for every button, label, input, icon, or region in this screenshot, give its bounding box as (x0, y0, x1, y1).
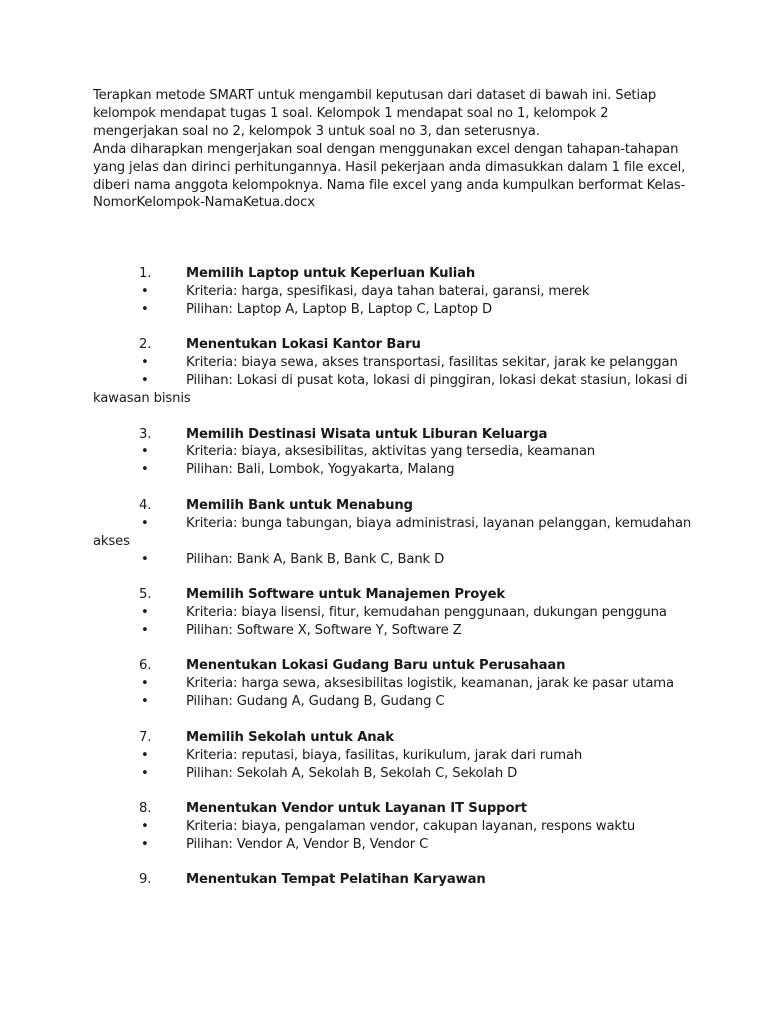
question-number: 4. (139, 497, 152, 513)
question-title: Memilih Software untuk Manajemen Proyek (186, 587, 506, 603)
question-number: 3. (139, 426, 152, 442)
question-title: Memilih Laptop untuk Keperluan Kuliah (186, 266, 476, 281)
bullet-icon: • (141, 765, 149, 781)
question-title: Memilih Sekolah untuk Anak (186, 729, 394, 745)
criteria-text: Kriteria: bunga tabungan, biaya administrasi, layanan pelanggan, kemudahan akses (93, 515, 692, 549)
question-number: 2. (139, 337, 152, 353)
question-number: 6. (139, 658, 152, 674)
bullet-icon: • (141, 301, 149, 317)
criteria-text: Kriteria: harga, spesifikasi, daya tahan baterai, garansi, merek (186, 283, 590, 299)
question-title: Menentukan Lokasi Gudang Baru untuk Perusahaan (186, 658, 566, 674)
bullet-icon: • (141, 462, 149, 478)
bullet-icon: • (141, 622, 149, 638)
question-title: Memilih Destinasi Wisata untuk Liburan Keluarga (186, 426, 548, 442)
options-text: Pilihan: Bali, Lombok, Yogyakarta, Malang (186, 462, 455, 478)
question-number: 1. (139, 266, 152, 281)
bullet-icon: • (141, 355, 149, 371)
options-text: Pilihan: Gudang A, Gudang B, Gudang C (186, 694, 445, 710)
question-number: 7. (139, 729, 152, 745)
question-item (93, 426, 693, 480)
criteria-text: Kriteria: biaya lisensi, fitur, kemudahan penggunaan, dukungan pengguna (186, 604, 667, 620)
options-text: Pilihan: Sekolah A, Sekolah B, Sekolah C, Sekolah D (186, 765, 518, 781)
options-text: Pilihan: Laptop A, Laptop B, Laptop C, Laptop D (186, 301, 493, 317)
criteria-text: Kriteria: reputasi, biaya, fasilitas, kurikulum, jarak dari rumah (186, 747, 583, 763)
question-item (93, 336, 693, 408)
criteria-text: Kriteria: biaya, aksesibilitas, aktivitas yang tersedia, keamanan (186, 444, 595, 460)
question-item (93, 497, 693, 569)
question-item (93, 871, 693, 889)
question-item (93, 265, 693, 319)
bullet-icon: • (141, 836, 149, 852)
options-text: Pilihan: Software X, Software Y, Software Z (186, 622, 462, 638)
question-title: Memilih Bank untuk Menabung (186, 497, 413, 513)
bullet-icon: • (141, 444, 149, 460)
question-number: 8. (139, 801, 152, 816)
bullet-icon: • (141, 283, 149, 299)
question-list (93, 265, 693, 907)
question-item (93, 586, 693, 640)
options-text: Pilihan: Lokasi di pusat kota, lokasi di pinggiran, lokasi dekat stasiun, lokasi di kawasan bisnis (93, 373, 688, 407)
bullet-icon: • (141, 676, 149, 692)
question-item (93, 800, 693, 854)
criteria-text: Kriteria: biaya, pengalaman vendor, cakupan layanan, respons waktu (186, 818, 636, 834)
bullet-icon: • (141, 818, 149, 834)
question-title: Menentukan Lokasi Kantor Baru (186, 337, 421, 353)
instructions (93, 87, 693, 212)
bullet-icon: • (141, 747, 149, 763)
question-number: 5. (139, 587, 152, 603)
instructions-paragraph: Anda diharapkan mengerjakan soal dengan menggunakan excel dengan tahapan-tahapan yang jelas dan dirinci perhitungannya. Hasil pekerjaan anda dimasukkan dalam 1 file excel, diberi nama anggota kelompoknya. Nama file excel yang anda kumpulkan berformat Kelas-NomorKelompok-NamaKetua.docx (93, 141, 686, 211)
bullet-icon: • (141, 515, 149, 531)
bullet-icon: • (141, 694, 149, 710)
options-text: Pilihan: Vendor A, Vendor B, Vendor C (186, 836, 429, 852)
criteria-text: Kriteria: biaya sewa, akses transportasi, fasilitas sekitar, jarak ke pelanggan (186, 355, 678, 371)
bullet-icon: • (141, 551, 149, 567)
criteria-text: Kriteria: harga sewa, aksesibilitas logistik, keamanan, jarak ke pasar utama (186, 676, 674, 692)
options-text: Pilihan: Bank A, Bank B, Bank C, Bank D (186, 551, 445, 567)
bullet-icon: • (141, 373, 149, 389)
bullet-icon: • (141, 604, 149, 620)
question-title: Menentukan Tempat Pelatihan Karyawan (186, 872, 486, 888)
question-title: Menentukan Vendor untuk Layanan IT Support (186, 801, 527, 816)
question-item (93, 729, 693, 783)
question-item (93, 657, 693, 711)
question-number: 9. (139, 872, 152, 888)
instructions-paragraph: Terapkan metode SMART untuk mengambil keputusan dari dataset di bawah ini. Setiap kelompok mendapat tugas 1 soal. Kelompok 1 mendapat soal no 1, kelompok 2 mengerjakan soal no 2, kelompok 3 untuk soal no 3, dan seterusnya. (93, 88, 657, 139)
